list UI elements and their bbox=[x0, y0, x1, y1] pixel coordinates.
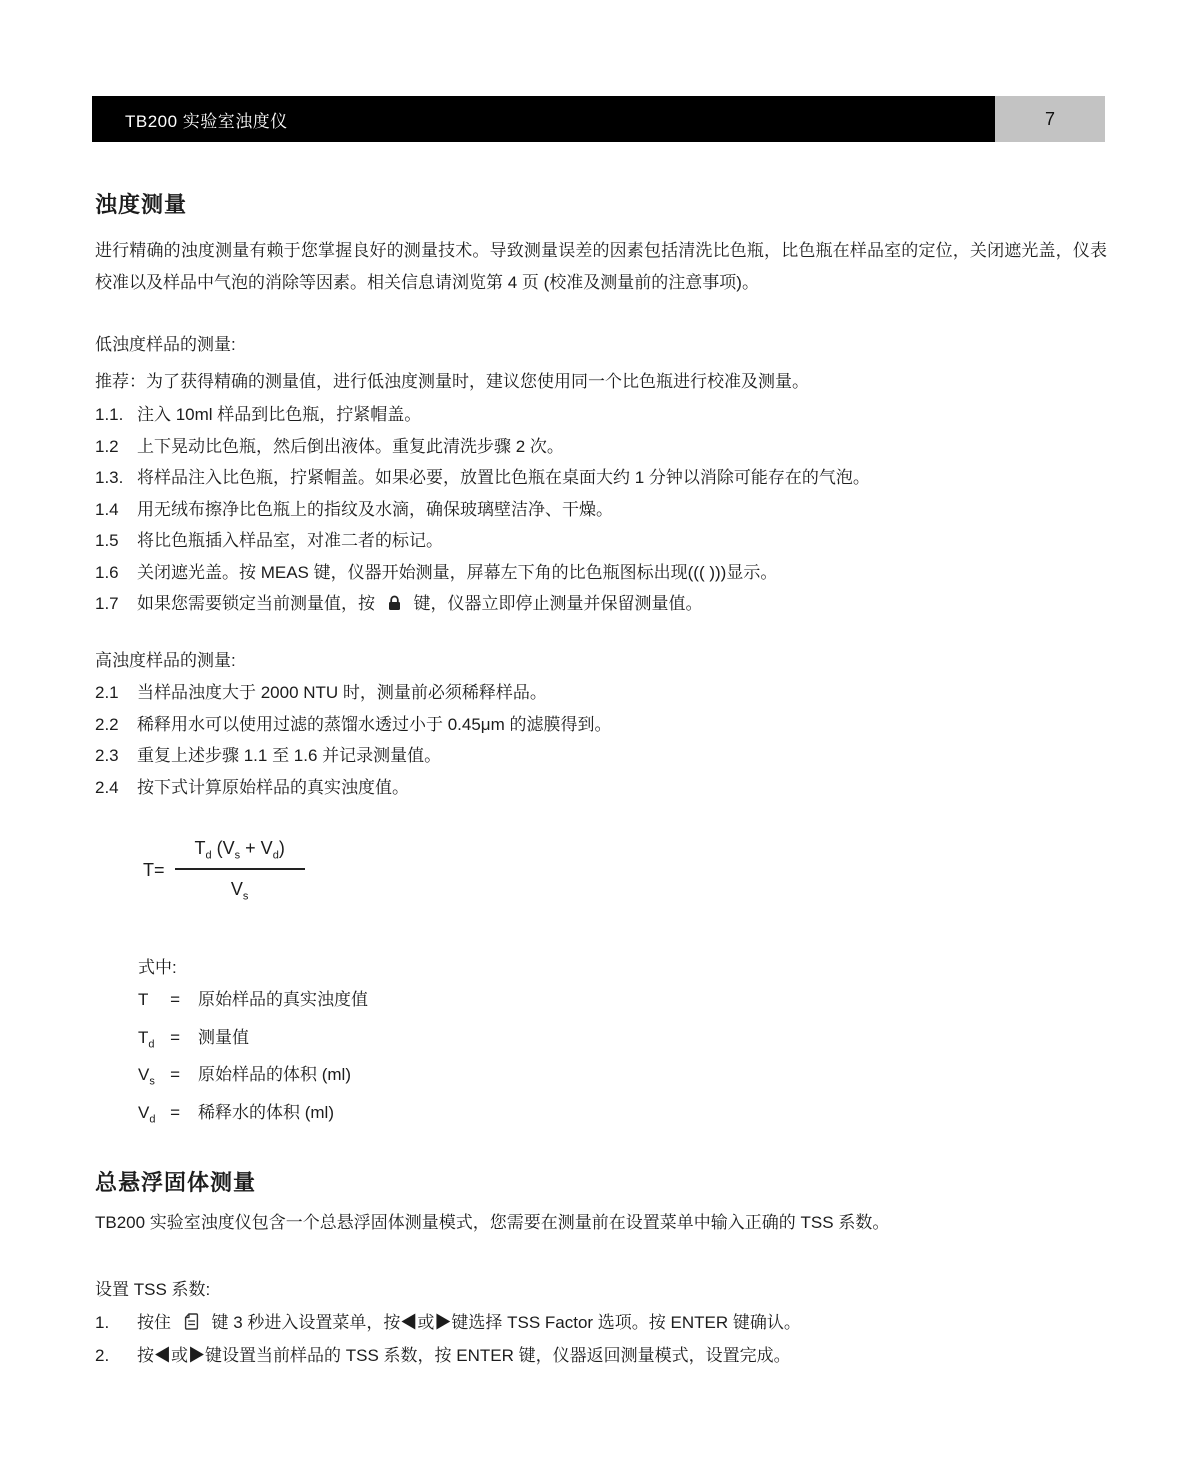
step-number: 2. bbox=[95, 1346, 110, 1366]
formula-lhs: T= bbox=[143, 859, 165, 880]
menu-icon bbox=[184, 1313, 199, 1335]
step-number: 1.1. bbox=[95, 405, 124, 424]
definition-description: 稀释水的体积 (ml) bbox=[198, 1103, 334, 1123]
formula-definitions bbox=[138, 953, 1107, 1130]
definition-row-t bbox=[138, 990, 1107, 1016]
lock-icon bbox=[388, 595, 401, 616]
definition-symbol: $V_d$ = bbox=[138, 1103, 180, 1126]
step-number: 1.3. bbox=[95, 468, 124, 487]
high-turbidity-label: 高浊度样品的测量: bbox=[95, 651, 236, 670]
step-1-6 bbox=[95, 563, 1107, 583]
dilution-formula bbox=[143, 838, 1107, 903]
step-text: 稀释用水可以使用过滤的蒸馏水透过小于 0.45μm 的滤膜得到。 bbox=[137, 714, 612, 734]
definition-row-td bbox=[138, 1028, 1107, 1054]
page-number: 7 bbox=[1044, 108, 1055, 129]
step-2-3 bbox=[95, 746, 1107, 766]
step-text-before: 按住 bbox=[137, 1312, 171, 1332]
page-content bbox=[95, 188, 1107, 1378]
step-1-7 bbox=[95, 594, 1107, 616]
step-number: 1.4 bbox=[95, 499, 119, 519]
step-2-4 bbox=[95, 778, 1107, 798]
step-number: 2.4 bbox=[95, 777, 119, 797]
step-text bbox=[137, 1313, 1107, 1335]
step-text: 关闭遮光盖。按 MEAS 键，仪器开始测量，屏幕左下角的比色瓶图标出现((( )))显示。 bbox=[137, 562, 778, 582]
definition-description: 原始样品的真实浊度值 bbox=[198, 989, 368, 1009]
definition-row-vd bbox=[138, 1103, 1107, 1129]
header-title-bar bbox=[92, 96, 995, 142]
low-turbidity-recommendation: 推荐：为了获得精确的测量值，进行低浊度测量时，建议您使用同一个比色瓶进行校准及测量。 bbox=[95, 372, 809, 391]
step-text: 将比色瓶插入样品室，对准二者的标记。 bbox=[137, 531, 443, 550]
step-2-2 bbox=[95, 715, 1107, 735]
section-heading-tss: 总悬浮固体测量 bbox=[95, 1169, 257, 1195]
step-1-1 bbox=[95, 405, 1107, 425]
definition-symbol: $V_s$ = bbox=[138, 1065, 180, 1088]
step-number: 1.7 bbox=[95, 594, 119, 613]
step-2-1 bbox=[95, 683, 1107, 703]
step-text: 将样品注入比色瓶，拧紧帽盖。如果必要，放置比色瓶在桌面大约 1 分钟以消除可能存在的气泡。 bbox=[137, 468, 870, 487]
step-1-3 bbox=[95, 468, 1107, 488]
page-header bbox=[92, 96, 1105, 142]
turbidity-intro-paragraph: 进行精确的浊度测量有赖于您掌握良好的测量技术。导致测量误差的因素包括清洗比色瓶，比色瓶在样品室的定位，关闭遮光盖，仪表校准以及样品中气泡的消除等因素。相关信息请浏览第 4 页 (校准及测量前的注意事项)。 bbox=[95, 241, 1107, 292]
section-heading-turbidity: 浊度测量 bbox=[95, 192, 188, 217]
definition-row-vs bbox=[138, 1065, 1107, 1091]
step-text bbox=[137, 594, 1107, 616]
formula-fraction bbox=[175, 838, 305, 903]
step-text: 按◀或▶键设置当前样品的 TSS 系数，按 ENTER 键，仪器返回测量模式，设置完成。 bbox=[137, 1346, 791, 1366]
step-text: 当样品浊度大于 2000 NTU 时，测量前必须稀释样品。 bbox=[137, 683, 547, 702]
step-text: 用无绒布擦净比色瓶上的指纹及水滴，确保玻璃壁洁净、干燥。 bbox=[137, 499, 613, 519]
tss-setup-label: 设置 TSS 系数: bbox=[95, 1279, 211, 1299]
step-number: 2.3 bbox=[95, 746, 119, 765]
step-text-before: 如果您需要锁定当前测量值，按 bbox=[137, 594, 375, 613]
tss-intro-paragraph: TB200 实验室浊度仪包含一个总悬浮固体测量模式，您需要在测量前在设置菜单中输入正确的 TSS 系数。 bbox=[95, 1212, 890, 1232]
step-number: 1. bbox=[95, 1312, 110, 1332]
step-text-after: 键 3 秒进入设置菜单，按◀或▶键选择 TSS Factor 选项。按 ENTER 键确认。 bbox=[211, 1312, 801, 1332]
tss-step-2 bbox=[95, 1346, 1107, 1366]
step-number: 1.5 bbox=[95, 531, 119, 550]
step-text: 注入 10ml 样品到比色瓶，拧紧帽盖。 bbox=[137, 405, 422, 424]
step-text: 重复上述步骤 1.1 至 1.6 并记录测量值。 bbox=[137, 746, 442, 765]
step-1-4 bbox=[95, 500, 1107, 520]
step-1-5 bbox=[95, 531, 1107, 551]
step-text: 上下晃动比色瓶，然后倒出液体。重复此清洗步骤 2 次。 bbox=[137, 436, 564, 456]
step-text: 按下式计算原始样品的真实浊度值。 bbox=[137, 777, 409, 797]
definition-symbol: T = bbox=[138, 989, 180, 1009]
tss-step-1 bbox=[95, 1313, 1107, 1335]
formula-denominator: $V_s$ bbox=[230, 879, 249, 903]
page-number-box bbox=[995, 96, 1105, 142]
step-text-after: 键，仪器立即停止测量并保留测量值。 bbox=[413, 594, 703, 613]
definition-description: 测量值 bbox=[198, 1027, 249, 1047]
low-turbidity-label: 低浊度样品的测量: bbox=[95, 335, 236, 354]
definition-description: 原始样品的体积 (ml) bbox=[198, 1065, 351, 1085]
step-number: 1.6 bbox=[95, 562, 119, 582]
step-number: 2.2 bbox=[95, 714, 119, 734]
step-number: 2.1 bbox=[95, 683, 119, 702]
definition-symbol: $T_d$ = bbox=[138, 1027, 180, 1050]
step-1-2 bbox=[95, 437, 1107, 457]
definitions-label: 式中: bbox=[138, 957, 177, 977]
formula-numerator: $T_d$ $(V_s + V_d)$ bbox=[194, 837, 285, 862]
step-number: 1.2 bbox=[95, 436, 119, 456]
document-title: TB200 实验室浊度仪 bbox=[125, 111, 288, 131]
